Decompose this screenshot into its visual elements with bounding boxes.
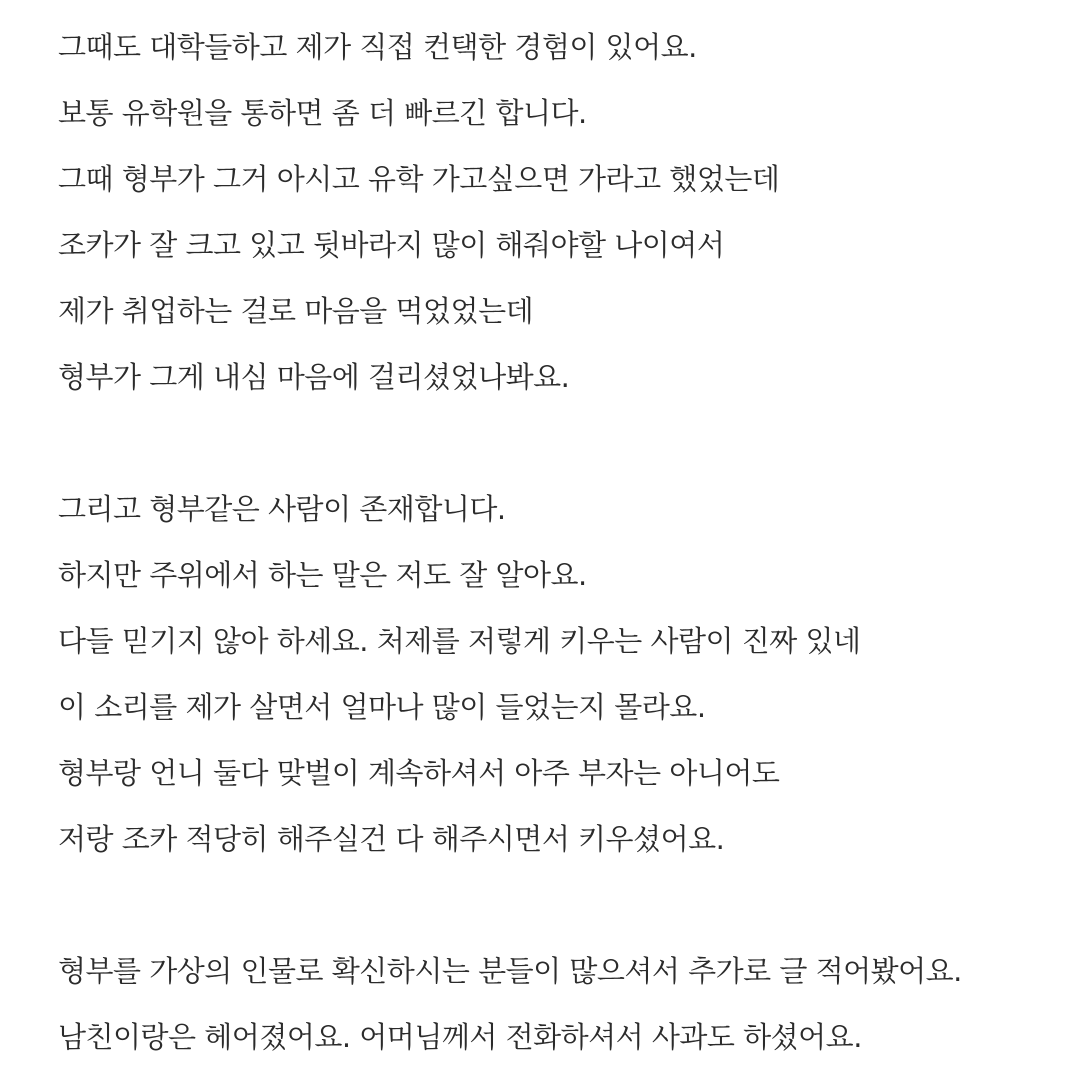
text-line: 보통 유학원을 통하면 좀 더 빠르긴 합니다. bbox=[58, 96, 587, 130]
text-line: 남친이랑은 헤어졌어요. 어머님께서 전화하셔서 사과도 하셨어요. bbox=[58, 1020, 862, 1054]
text-line: 형부가 그게 내심 마음에 걸리셨었나봐요. bbox=[58, 360, 570, 394]
paragraph-2 bbox=[58, 476, 1058, 872]
paragraph-3 bbox=[58, 938, 1058, 1070]
paragraph-gap bbox=[58, 872, 1058, 938]
text-line: 제가 취업하는 걸로 마음을 먹었었는데 bbox=[58, 294, 534, 328]
text-line: 그때도 대학들하고 제가 직접 컨택한 경험이 있어요. bbox=[58, 30, 697, 64]
text-line: 조카가 잘 크고 있고 뒷바라지 많이 해줘야할 나이여서 bbox=[58, 228, 725, 262]
paragraph-gap bbox=[58, 410, 1058, 476]
text-line: 이 소리를 제가 살면서 얼마나 많이 들었는지 몰라요. bbox=[58, 690, 706, 724]
paragraph-1 bbox=[58, 14, 1058, 410]
text-line: 형부를 가상의 인물로 확신하시는 분들이 많으셔서 추가로 글 적어봤어요. bbox=[58, 954, 962, 988]
text-line: 하지만 주위에서 하는 말은 저도 잘 알아요. bbox=[58, 558, 587, 592]
text-line: 형부랑 언니 둘다 맞벌이 계속하셔서 아주 부자는 아니어도 bbox=[58, 756, 780, 790]
text-line: 다들 믿기지 않아 하세요. 처제를 저렇게 키우는 사람이 진짜 있네 bbox=[58, 624, 861, 658]
text-line: 저랑 조카 적당히 해주실건 다 해주시면서 키우셨어요. bbox=[58, 822, 725, 856]
text-line: 그리고 형부같은 사람이 존재합니다. bbox=[58, 492, 506, 526]
text-line: 그때 형부가 그거 아시고 유학 가고싶으면 가라고 했었는데 bbox=[58, 162, 780, 196]
document-body bbox=[58, 14, 1058, 1070]
